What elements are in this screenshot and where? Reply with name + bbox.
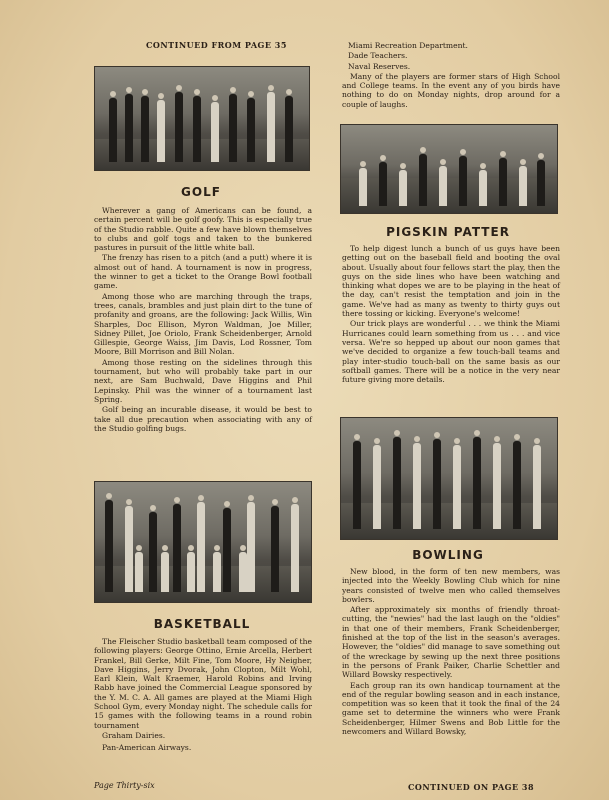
page-number: Page Thirty-six: [94, 781, 155, 790]
pigskin-paragraph: Our trick plays are wonderful . . . we think the Miami Hurricanes could learn something from us . . . and vice versa. We're so hepped up about our noon games that we've decided to organize a few touch-ball teams and play inter-studio touch-ball on the same basis as our softball games. There will be a notice in the very near future giving more details.: [342, 319, 560, 385]
golf-paragraph: Among those who are marching through the traps, trees, canals, brambles and just plain dirt to the tune of profanity and groans, are the following: Jack Willis, Win Sharples, Doc Ellison, Myron Waldman, Joe Miller, Sidney Pillet, Joe Oriolo, Frank Scheidenberger, Arnold Gillespie, George Waiss, Jim Davis, Lod Rossner, Tom Moore, Bill Morrison and Bill Nolan.: [94, 291, 312, 357]
golf-group-photo: [94, 66, 310, 171]
bowling-paragraph: Each group ran its own handicap tournament at the end of the regular bowling season and in each instance, competition was so keen that it took the final of the 24 game set to determine the winners who were Frank Scheidenberger, Hilmer Swens and Bob Little for the newcomers and Willard Bowsky,: [342, 680, 560, 737]
pigskin-article: [342, 244, 560, 385]
bowling-paragraph: New blood, in the form of ten new members, was injected into the Weekly Bowling Club which for nine years consisted of twelve men who called themselves bowlers.: [342, 567, 560, 604]
basketball-continued: [342, 41, 560, 110]
basketball-team-item: Graham Dairies.: [102, 730, 166, 740]
basketball-paragraph: Many of the players are former stars of High School and College teams. In the event any of you birds have nothing to do on Monday nights, drop around for a couple of laughs.: [342, 71, 560, 109]
continued-from-header: CONTINUED FROM PAGE 35: [146, 40, 287, 50]
pigskin-heading: PIGSKIN PATTER: [386, 225, 510, 239]
pigskin-paragraph: To help digest lunch a bunch of us guys have been getting out on the baseball field and booting the oval about. Usually about four fellows start the play, then the guys on the side lines who have been watching and thinking what dopes we are to be playing in the heat of the day, can't resist the temptation and join in the game. We've had as many as twenty to thirty guys out there tossing or kicking. Everyone's welcome!: [342, 244, 560, 319]
bowling-article: [342, 567, 560, 737]
basketball-team-photo: [94, 481, 312, 603]
golf-paragraph: The frenzy has risen to a pitch (and a putt) where it is almost out of hand. A tournament is now in progress, the winner to get a ticket to the Orange Bowl football game.: [94, 253, 312, 291]
basketball-team-item: Pan-American Airways.: [102, 743, 192, 753]
golf-heading: GOLF: [181, 185, 221, 199]
basketball-team-item: Dade Teachers.: [348, 51, 408, 61]
bowling-paragraph: After approximately six months of friendly throat-cutting, the "newies" had the last laugh on the "oldies" in that one of their members, Frank Scheidenberger, finished at the top of the list in the season's averages. However, the "oldies" did manage to save something out of the wreckage by sewing up the next three positions in the persons of Frank Paiker, Charlie Schettler and Willard Bowsky respectively.: [342, 605, 560, 680]
continued-on-footer: CONTINUED ON PAGE 38: [408, 782, 535, 792]
golf-paragraph: Wherever a gang of Americans can be found, a certain percent will be golf goofy. This is especially true of the Studio rabble. Quite a few have blown themselves to clubs and golf togs and taken to the bunkered pastures in pursuit of the little white ball.: [94, 206, 312, 253]
basketball-team-item: Miami Recreation Department.: [348, 41, 468, 50]
basketball-article: [94, 637, 312, 754]
basketball-heading: BASKETBALL: [153, 617, 251, 631]
bowling-heading: BOWLING: [412, 548, 484, 562]
golf-paragraph: Among those resting on the sidelines through this tournament, but who will probably take part in our next, are Sam Buchwald, Dave Higgins and Phil Lepinsky. Phil was the winner of a tournament last Spring.: [94, 357, 312, 404]
golf-article: [94, 206, 312, 434]
football-group-photo: [340, 124, 558, 214]
basketball-team-item: Naval Reserves.: [348, 61, 411, 71]
bowling-group-photo: [340, 417, 558, 540]
golf-paragraph: Golf being an incurable disease, it would be best to take all due precaution when associating with any of the Studio golfing bugs.: [94, 405, 312, 433]
basketball-paragraph: The Fleischer Studio basketball team composed of the following players: George Ottino, Ernie Arcella, Herbert Frankel, Bill Gerke, Milt Fine, Tom Moore, Hy Neigher, Dave Higgins, Jerry Dvorak, John Clopton, Milt Wohl, Earl Klein, Walt Kraemer, Harold Robins and Irving Rabb have joined the Commercial League sponsored by the Y. M. C. A. All games are played at the Miami High School Gym, every Monday night. The schedule calls for 15 games with the following teams in a round robin tournament: [94, 637, 312, 730]
